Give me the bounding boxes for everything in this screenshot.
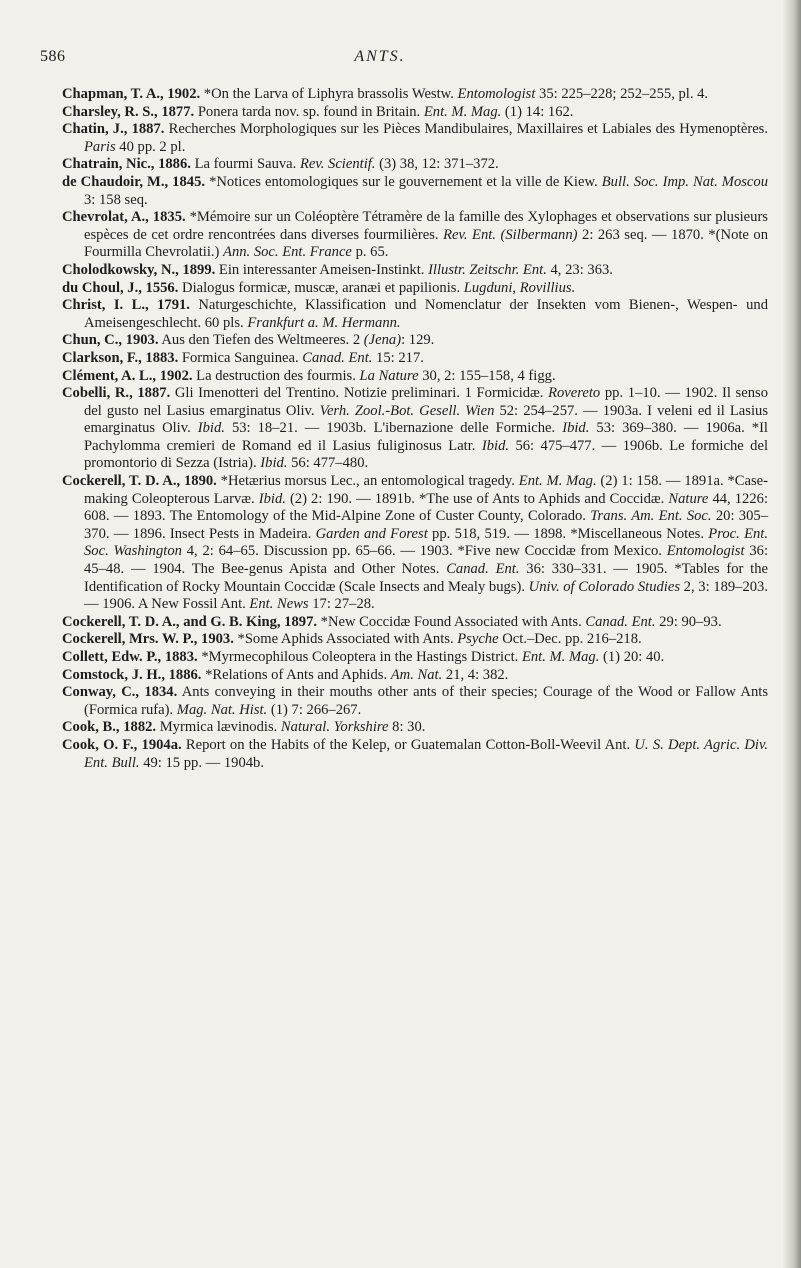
entry-journal-title: Ibid. [562, 420, 590, 437]
entry-text: p. 65. [351, 244, 389, 261]
bibliography-entry [62, 631, 768, 649]
entry-journal-title: Canad. Ent. [446, 561, 520, 578]
entry-author: Clarkson, F., 1883. [62, 349, 179, 366]
entry-text: La destruction des fourmis. [192, 367, 360, 384]
entry-journal-title: Ent. M. Mag. [518, 473, 597, 490]
entry-text: *Myrmecophilous Coleoptera in the Hastings District. [197, 649, 522, 665]
entry-text: *New Coccidæ Found Associated with Ants. [317, 613, 586, 630]
entry-author: Clément, A. L., 1902. [62, 367, 193, 384]
entry-text: 3: 158 seq. [84, 191, 148, 208]
entry-text: 21, 4: 382. [442, 666, 509, 683]
entry-text: 30, 2: 155–158, 4 figg. [418, 367, 556, 384]
entry-journal-title: Ibid. [260, 455, 288, 472]
bibliography-entry [62, 614, 768, 632]
entry-text: 53: 18–21. — 1903b. L'ibernazione delle Formiche. [224, 420, 563, 437]
entry-author: Cook, B., 1882. [62, 719, 157, 736]
entry-text: 35: 225–228; 252–255, pl. 4. [535, 86, 709, 102]
entry-text: 44, 1226: 608. — 1893. The Entomology of the Mid-Alpine Zone of Custer County, Colorado. [84, 490, 768, 525]
entry-journal-title: Psyche [457, 631, 499, 648]
entry-text: (2) 1: 158. — 1891a. *Case-making Coleopterous Larvæ. [84, 473, 768, 507]
entry-journal-title: Canad. Ent. [302, 349, 373, 366]
entry-text: Oct.–Dec. pp. 216–218. [498, 631, 642, 648]
entry-journal-title: Ibid. [197, 420, 225, 437]
entry-text: Ein interessanter Ameisen-Instinkt. [215, 261, 429, 278]
entry-journal-title: Ibid. [258, 490, 286, 507]
entry-text: *Mémoire sur un Coléoptère Tétramère de la famille des Xylophages et observations sur plusieurs espèces de cet ordre rencontrées dans diverses fourmilières. [84, 209, 768, 243]
entry-author: Cobelli, R., 1887. [62, 385, 171, 402]
entry-author: Cockerell, T. D. A., and G. B. King, 1897. [62, 613, 318, 630]
bibliography-entry [62, 121, 768, 156]
entry-text: *Some Aphids Associated with Ants. [233, 631, 458, 648]
entry-journal-title: Frankfurt a. M. Hermann. [247, 314, 401, 331]
page-number: 586 [40, 48, 66, 65]
entry-journal-title: Paris [84, 138, 116, 155]
entry-text: Dialogus formicæ, muscæ, aranæi et papilionis. [178, 279, 464, 296]
entry-text: *Hetærius morsus Lec., an entomological tragedy. [216, 473, 519, 490]
entry-text: 36: 45–48. — 1904. The Bee-genus Apista and Other Notes. [84, 543, 768, 578]
entry-author: Chatrain, Nic., 1886. [62, 156, 191, 173]
entry-journal-title: Bull. Soc. Imp. Nat. Moscou [601, 173, 768, 190]
bibliography-entry [62, 86, 768, 104]
entry-text: 15: 217. [372, 349, 424, 366]
bibliography-entry [62, 649, 768, 667]
bibliography-entry [62, 385, 768, 473]
entry-author: Collett, Edw. P., 1883. [62, 649, 198, 665]
entry-text: Naturgeschichte, Klassification und Nomenclatur der Insekten vom Bienen-, Wespen- und Ameisengeschlecht. 60 pls. [84, 297, 769, 331]
entry-text: 40 pp. 2 pl. [115, 138, 186, 155]
entry-text: 36: 330–331. — 1905. *Tables for the Identification of Rocky Mountain Coccidæ (Scale Insects and Mealy bugs). [84, 561, 768, 595]
entry-journal-title: Verh. Zool.-Bot. Gesell. Wien [319, 402, 495, 419]
bibliography-entry [62, 368, 768, 386]
bibliography-entry [62, 209, 768, 262]
entry-text: Ponera tarda nov. sp. found in Britain. [194, 103, 424, 120]
bibliography-entry [62, 473, 768, 614]
entry-text: 2: 263 seq. — 1870. *(Note on Fourmilla Chevrolatii.) [84, 226, 769, 261]
entry-text: 56: 477–480. [287, 455, 369, 472]
entry-journal-title: (Jena) [363, 332, 402, 349]
bibliography-entry [62, 262, 768, 280]
entry-text: Myrmica lævinodis. [156, 719, 281, 736]
entry-author: Chapman, T. A., 1902. [62, 86, 201, 102]
page-header [0, 48, 801, 72]
entry-author: Cockerell, T. D. A., 1890. [62, 473, 217, 490]
entry-text: (1) 20: 40. [599, 649, 665, 665]
entry-text: (1) 7: 266–267. [267, 701, 362, 718]
entry-author: du Choul, J., 1556. [62, 279, 179, 296]
entry-journal-title: La Nature [359, 367, 419, 384]
entry-text: 20: 305–370. — 1896. Insect Pests in Madeira. [84, 508, 768, 542]
entry-journal-title: Ent. M. Mag. [521, 649, 600, 665]
entry-journal-title: U. S. Dept. Agric. Div. Ent. Bull. [84, 736, 768, 771]
entry-text: Recherches Morphologiques sur les Pièces Mandibulaires, Maxillaires et Labiales des Hymenoptères. [164, 121, 768, 138]
entry-journal-title: Illustr. Zeitschr. Ent. [428, 261, 547, 278]
entry-journal-title: Trans. Am. Ent. Soc. [590, 508, 712, 525]
entry-text: Gli Imenotteri del Trentino. Notizie preliminari. 1 Formicidæ. [170, 385, 549, 402]
entry-journal-title: Rev. Scientif. [299, 156, 376, 173]
entry-journal-title: Nature [668, 490, 709, 507]
entry-journal-title: Ibid. [481, 437, 510, 454]
entry-text: 4, 2: 64–65. Discussion pp. 65–66. — 1903. *Five new Coccidæ from Mexico. [181, 543, 667, 560]
bibliography-entry [62, 684, 768, 719]
entry-text: Formica Sanguinea. [178, 349, 303, 366]
entry-text: (1) 14: 162. [501, 103, 574, 120]
entry-journal-title: Univ. of Colorado Studies [528, 578, 681, 595]
entry-journal-title: Proc. Ent. Soc. Washington [84, 525, 768, 560]
entry-text: 53: 369–380. — 1906a. *Il Pachylomma cremieri de Romand ed il Lasius fuliginosus Latr. [84, 420, 768, 454]
entry-author: Charsley, R. S., 1877. [62, 103, 195, 120]
bibliography-entry [62, 667, 768, 685]
entry-author: Conway, C., 1834. [62, 684, 178, 701]
entry-text: 52: 254–257. — 1903a. I veleni ed il Lasius emarginatus Oliv. [84, 402, 768, 437]
entry-text: 56: 475–477. — 1906b. Le formiche del promontorio di Sezza (Istria). [84, 437, 768, 472]
entry-text: pp. 1–10. — 1902. Il senso del gusto nel Lasius emarginatus Oliv. [84, 385, 768, 419]
entry-journal-title: Canad. Ent. [585, 613, 656, 630]
entry-text: Ants conveying in their mouths other ants of their species; Courage of the Wood or Fallow Ants (Formica rufa). [84, 684, 769, 718]
entry-text: pp. 518, 519. — 1898. *Miscellaneous Notes. [427, 525, 709, 542]
bibliography-entry [62, 280, 768, 298]
entry-text: (3) 38, 12: 371–372. [375, 156, 499, 173]
entry-author: Comstock, J. H., 1886. [62, 666, 202, 683]
entry-text: 49: 15 pp. — 1904b. [139, 754, 264, 771]
entry-journal-title: Rovereto [548, 385, 601, 402]
entry-text: La fourmi Sauva. [190, 156, 300, 173]
entry-text: 29: 90–93. [655, 613, 722, 630]
entry-text: 8: 30. [388, 719, 426, 736]
entry-journal-title: Entomologist [457, 86, 536, 102]
entry-journal-title: Natural. Yorkshire [280, 719, 389, 736]
page-edge-shadow [783, 0, 801, 1268]
entry-journal-title: Lugduni, Rovillius. [463, 279, 576, 296]
bibliography-entry [62, 737, 768, 772]
entry-text: Report on the Habits of the Kelep, or Guatemalan Cotton-Boll-Weevil Ant. [181, 736, 635, 753]
bibliography-entry [62, 174, 768, 209]
entry-journal-title: Am. Nat. [390, 666, 443, 683]
bibliography-list [62, 86, 768, 772]
entry-journal-title: Entomologist [666, 543, 745, 560]
bibliography-entry [62, 104, 768, 122]
entry-journal-title: Ent. News [249, 596, 309, 613]
entry-author: Cholodkowsky, N., 1899. [62, 261, 216, 278]
bibliography-entry [62, 332, 768, 350]
entry-text: : 129. [401, 332, 435, 349]
entry-text: 17: 27–28. [308, 596, 375, 613]
entry-text: 2, 3: 189–203. — 1906. A New Fossil Ant. [84, 578, 768, 613]
bibliography-entry [62, 156, 768, 174]
entry-author: Chatin, J., 1887. [62, 121, 165, 138]
entry-text: *Notices entomologiques sur le gouvernement et la ville de Kiew. [205, 173, 602, 190]
entry-journal-title: Mag. Nat. Hist. [176, 701, 268, 718]
entry-text: 4, 23: 363. [546, 261, 613, 278]
bibliography-entry [62, 719, 768, 737]
entry-author: Cook, O. F., 1904a. [62, 736, 182, 753]
entry-journal-title: Rev. Ent. (Silbermann) [443, 226, 578, 243]
entry-author: de Chaudoir, M., 1845. [62, 173, 206, 190]
running-head: ANTS. [354, 48, 406, 65]
entry-author: Cockerell, Mrs. W. P., 1903. [62, 631, 234, 648]
entry-text: (2) 2: 190. — 1891b. *The use of Ants to Aphids and Coccidæ. [285, 490, 669, 507]
bibliography-entry [62, 350, 768, 368]
entry-journal-title: Ent. M. Mag. [423, 103, 502, 120]
entry-text: *On the Larva of Liphyra brassolis Westw. [200, 86, 458, 102]
bibliography-entry [62, 297, 768, 332]
entry-author: Chun, C., 1903. [62, 332, 159, 349]
entry-author: Chevrolat, A., 1835. [62, 209, 186, 226]
entry-text: *Relations of Ants and Aphids. [201, 666, 391, 683]
entry-text: Aus den Tiefen des Weltmeeres. 2 [158, 332, 364, 349]
entry-journal-title: Ann. Soc. Ent. France [223, 244, 352, 261]
entry-journal-title: Garden and Forest [315, 525, 428, 542]
entry-author: Christ, I. L., 1791. [62, 297, 190, 314]
